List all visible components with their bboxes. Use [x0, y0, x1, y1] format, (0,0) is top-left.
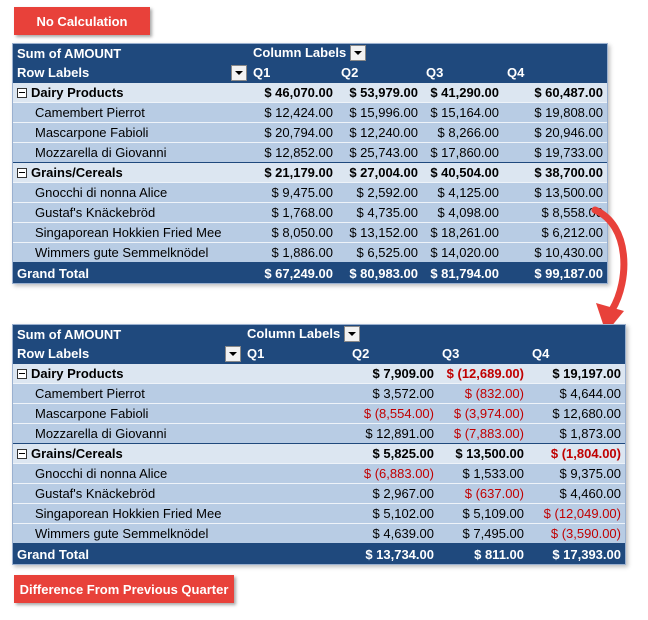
- grand-total-value: $ 80,983.00: [337, 263, 422, 283]
- item-value: $ 17,860.00: [422, 143, 503, 163]
- item-value: $ 9,375.00: [528, 464, 625, 484]
- item-value: $ 1,768.00: [249, 203, 337, 223]
- item-value: $ 12,240.00: [337, 123, 422, 143]
- group-value: $ 60,487.00: [503, 83, 607, 103]
- collapse-icon[interactable]: [17, 369, 27, 379]
- collapse-icon[interactable]: [17, 168, 27, 178]
- item-name: Camembert Pierrot: [13, 103, 249, 123]
- item-value: $ 18,261.00: [422, 223, 503, 243]
- collapse-icon[interactable]: [17, 449, 27, 459]
- item-value: $ (3,590.00): [528, 524, 625, 545]
- group-row: [13, 444, 625, 464]
- table-row: [13, 243, 607, 264]
- sum-label: Sum of AMOUNT: [13, 325, 243, 344]
- table-row: [13, 464, 625, 484]
- item-value: $ 13,500.00: [503, 183, 607, 203]
- item-value: $ (832.00): [438, 384, 528, 404]
- item-value: $ (7,883.00): [438, 424, 528, 444]
- collapse-icon[interactable]: [17, 88, 27, 98]
- group-name: Dairy Products: [31, 85, 124, 100]
- item-value: $ 1,886.00: [249, 243, 337, 264]
- group-value: $ 5,825.00: [348, 444, 438, 464]
- item-value: $ 13,152.00: [337, 223, 422, 243]
- header-row: [13, 44, 607, 63]
- group-value: $ 40,504.00: [422, 163, 503, 183]
- item-name: Singaporean Hokkien Fried Mee: [13, 504, 243, 524]
- group-row: [13, 364, 625, 384]
- item-value: $ 19,733.00: [503, 143, 607, 163]
- grand-total-label: Grand Total: [13, 263, 249, 283]
- item-value: $ 3,572.00: [348, 384, 438, 404]
- quarter-header-q3: Q3: [438, 344, 528, 364]
- item-value: $ 1,873.00: [528, 424, 625, 444]
- item-name: Mozzarella di Giovanni: [13, 143, 249, 163]
- group-row: [13, 163, 607, 183]
- group-value: $ (12,689.00): [438, 364, 528, 384]
- table-row: [13, 524, 625, 545]
- item-value: $ 4,639.00: [348, 524, 438, 545]
- group-value: $ (1,804.00): [528, 444, 625, 464]
- group-name: Dairy Products: [31, 366, 124, 381]
- group-row: [13, 83, 607, 103]
- quarter-header-q3: Q3: [422, 63, 503, 83]
- table-row: [13, 103, 607, 123]
- item-value: $ 12,680.00: [528, 404, 625, 424]
- sum-label: Sum of AMOUNT: [13, 44, 249, 63]
- group-name-cell[interactable]: [13, 364, 243, 384]
- group-value: $ 53,979.00: [337, 83, 422, 103]
- table-row: [13, 404, 625, 424]
- row-filter-dropdown-icon[interactable]: [231, 65, 247, 81]
- group-value: $ 27,004.00: [337, 163, 422, 183]
- table-row: [13, 143, 607, 163]
- row-labels-cell[interactable]: [13, 63, 249, 83]
- grand-total-value: $ 811.00: [438, 544, 528, 564]
- item-value: $ 12,852.00: [249, 143, 337, 163]
- group-value: $ 38,700.00: [503, 163, 607, 183]
- column-labels-cell[interactable]: [243, 325, 625, 344]
- item-value: [243, 524, 348, 545]
- group-name-cell[interactable]: [13, 83, 249, 103]
- item-value: [243, 384, 348, 404]
- group-name: Grains/Cereals: [31, 165, 123, 180]
- column-labels-cell[interactable]: [249, 44, 607, 63]
- item-value: $ 25,743.00: [337, 143, 422, 163]
- row-labels-cell[interactable]: [13, 344, 243, 364]
- item-value: $ 15,996.00: [337, 103, 422, 123]
- item-value: [243, 464, 348, 484]
- item-name: Singaporean Hokkien Fried Mee: [13, 223, 249, 243]
- item-name: Wimmers gute Semmelknödel: [13, 243, 249, 264]
- column-labels: Column Labels: [247, 326, 341, 342]
- group-value: $ 46,070.00: [249, 83, 337, 103]
- item-value: $ 8,266.00: [422, 123, 503, 143]
- grand-total-value: $ 67,249.00: [249, 263, 337, 283]
- item-value: $ 4,125.00: [422, 183, 503, 203]
- item-value: $ 5,102.00: [348, 504, 438, 524]
- group-name-cell[interactable]: [13, 163, 249, 183]
- group-value: $ 7,909.00: [348, 364, 438, 384]
- item-value: $ (6,883.00): [348, 464, 438, 484]
- item-value: $ 10,430.00: [503, 243, 607, 264]
- item-value: $ 8,558.00: [503, 203, 607, 223]
- item-value: $ 7,495.00: [438, 524, 528, 545]
- no-calculation-label: No Calculation: [14, 7, 150, 35]
- item-value: $ 2,592.00: [337, 183, 422, 203]
- row-filter-dropdown-icon[interactable]: [225, 346, 241, 362]
- item-value: $ 4,644.00: [528, 384, 625, 404]
- item-name: Mascarpone Fabioli: [13, 404, 243, 424]
- row-labels: Row Labels: [17, 346, 90, 361]
- item-value: $ 4,735.00: [337, 203, 422, 223]
- item-name: Gustaf's Knäckebröd: [13, 484, 243, 504]
- item-value: $ 4,098.00: [422, 203, 503, 223]
- group-value: [243, 444, 348, 464]
- item-value: $ 1,533.00: [438, 464, 528, 484]
- column-filter-dropdown-icon[interactable]: [344, 326, 360, 342]
- group-name-cell[interactable]: [13, 444, 243, 464]
- item-value: $ 20,794.00: [249, 123, 337, 143]
- table-row: [13, 504, 625, 524]
- table-row: [13, 183, 607, 203]
- grand-total-row: [13, 544, 625, 564]
- item-value: $ 2,967.00: [348, 484, 438, 504]
- column-filter-dropdown-icon[interactable]: [350, 45, 366, 61]
- grand-total-value: $ 81,794.00: [422, 263, 503, 283]
- item-value: $ 8,050.00: [249, 223, 337, 243]
- table-row: [13, 123, 607, 143]
- item-name: Mozzarella di Giovanni: [13, 424, 243, 444]
- group-value: $ 13,500.00: [438, 444, 528, 464]
- group-value: $ 21,179.00: [249, 163, 337, 183]
- item-value: [243, 484, 348, 504]
- grand-total-value: $ 17,393.00: [528, 544, 625, 564]
- item-value: $ 15,164.00: [422, 103, 503, 123]
- quarter-header-q1: Q1: [243, 344, 348, 364]
- difference-from-previous-quarter-label: Difference From Previous Quarter: [14, 575, 234, 603]
- item-value: [243, 504, 348, 524]
- item-value: $ (637.00): [438, 484, 528, 504]
- header-row: [13, 325, 625, 344]
- table-row: [13, 424, 625, 444]
- grand-total-value: $ 99,187.00: [503, 263, 607, 283]
- curved-arrow-icon: [590, 205, 640, 335]
- bottom-pivot-table: [12, 324, 626, 565]
- header-row: [13, 344, 625, 364]
- item-value: $ 14,020.00: [422, 243, 503, 264]
- item-value: $ 12,424.00: [249, 103, 337, 123]
- item-value: [243, 424, 348, 444]
- group-value: $ 19,197.00: [528, 364, 625, 384]
- item-name: Gnocchi di nonna Alice: [13, 464, 243, 484]
- table-row: [13, 384, 625, 404]
- item-name: Gnocchi di nonna Alice: [13, 183, 249, 203]
- grand-total-value: [243, 544, 348, 564]
- item-name: Gustaf's Knäckebröd: [13, 203, 249, 223]
- quarter-header-q2: Q2: [348, 344, 438, 364]
- item-name: Wimmers gute Semmelknödel: [13, 524, 243, 545]
- table-row: [13, 484, 625, 504]
- group-value: $ 41,290.00: [422, 83, 503, 103]
- item-value: $ 6,212.00: [503, 223, 607, 243]
- item-value: $ 4,460.00: [528, 484, 625, 504]
- row-labels: Row Labels: [17, 65, 90, 80]
- group-name: Grains/Cereals: [31, 446, 123, 461]
- item-value: $ 9,475.00: [249, 183, 337, 203]
- item-name: Mascarpone Fabioli: [13, 123, 249, 143]
- grand-total-value: $ 13,734.00: [348, 544, 438, 564]
- item-value: $ 6,525.00: [337, 243, 422, 264]
- item-value: [243, 404, 348, 424]
- column-labels: Column Labels: [253, 45, 347, 61]
- group-value: [243, 364, 348, 384]
- grand-total-row: [13, 263, 607, 283]
- header-row: [13, 63, 607, 83]
- table-row: [13, 203, 607, 223]
- item-value: $ 5,109.00: [438, 504, 528, 524]
- item-value: $ 12,891.00: [348, 424, 438, 444]
- item-value: $ (12,049.00): [528, 504, 625, 524]
- quarter-header-q1: Q1: [249, 63, 337, 83]
- grand-total-label: Grand Total: [13, 544, 243, 564]
- quarter-header-q2: Q2: [337, 63, 422, 83]
- item-value: $ (8,554.00): [348, 404, 438, 424]
- item-value: $ (3,974.00): [438, 404, 528, 424]
- item-value: $ 19,808.00: [503, 103, 607, 123]
- top-pivot-table: [12, 43, 608, 284]
- item-name: Camembert Pierrot: [13, 384, 243, 404]
- table-row: [13, 223, 607, 243]
- quarter-header-q4: Q4: [528, 344, 625, 364]
- quarter-header-q4: Q4: [503, 63, 607, 83]
- item-value: $ 20,946.00: [503, 123, 607, 143]
